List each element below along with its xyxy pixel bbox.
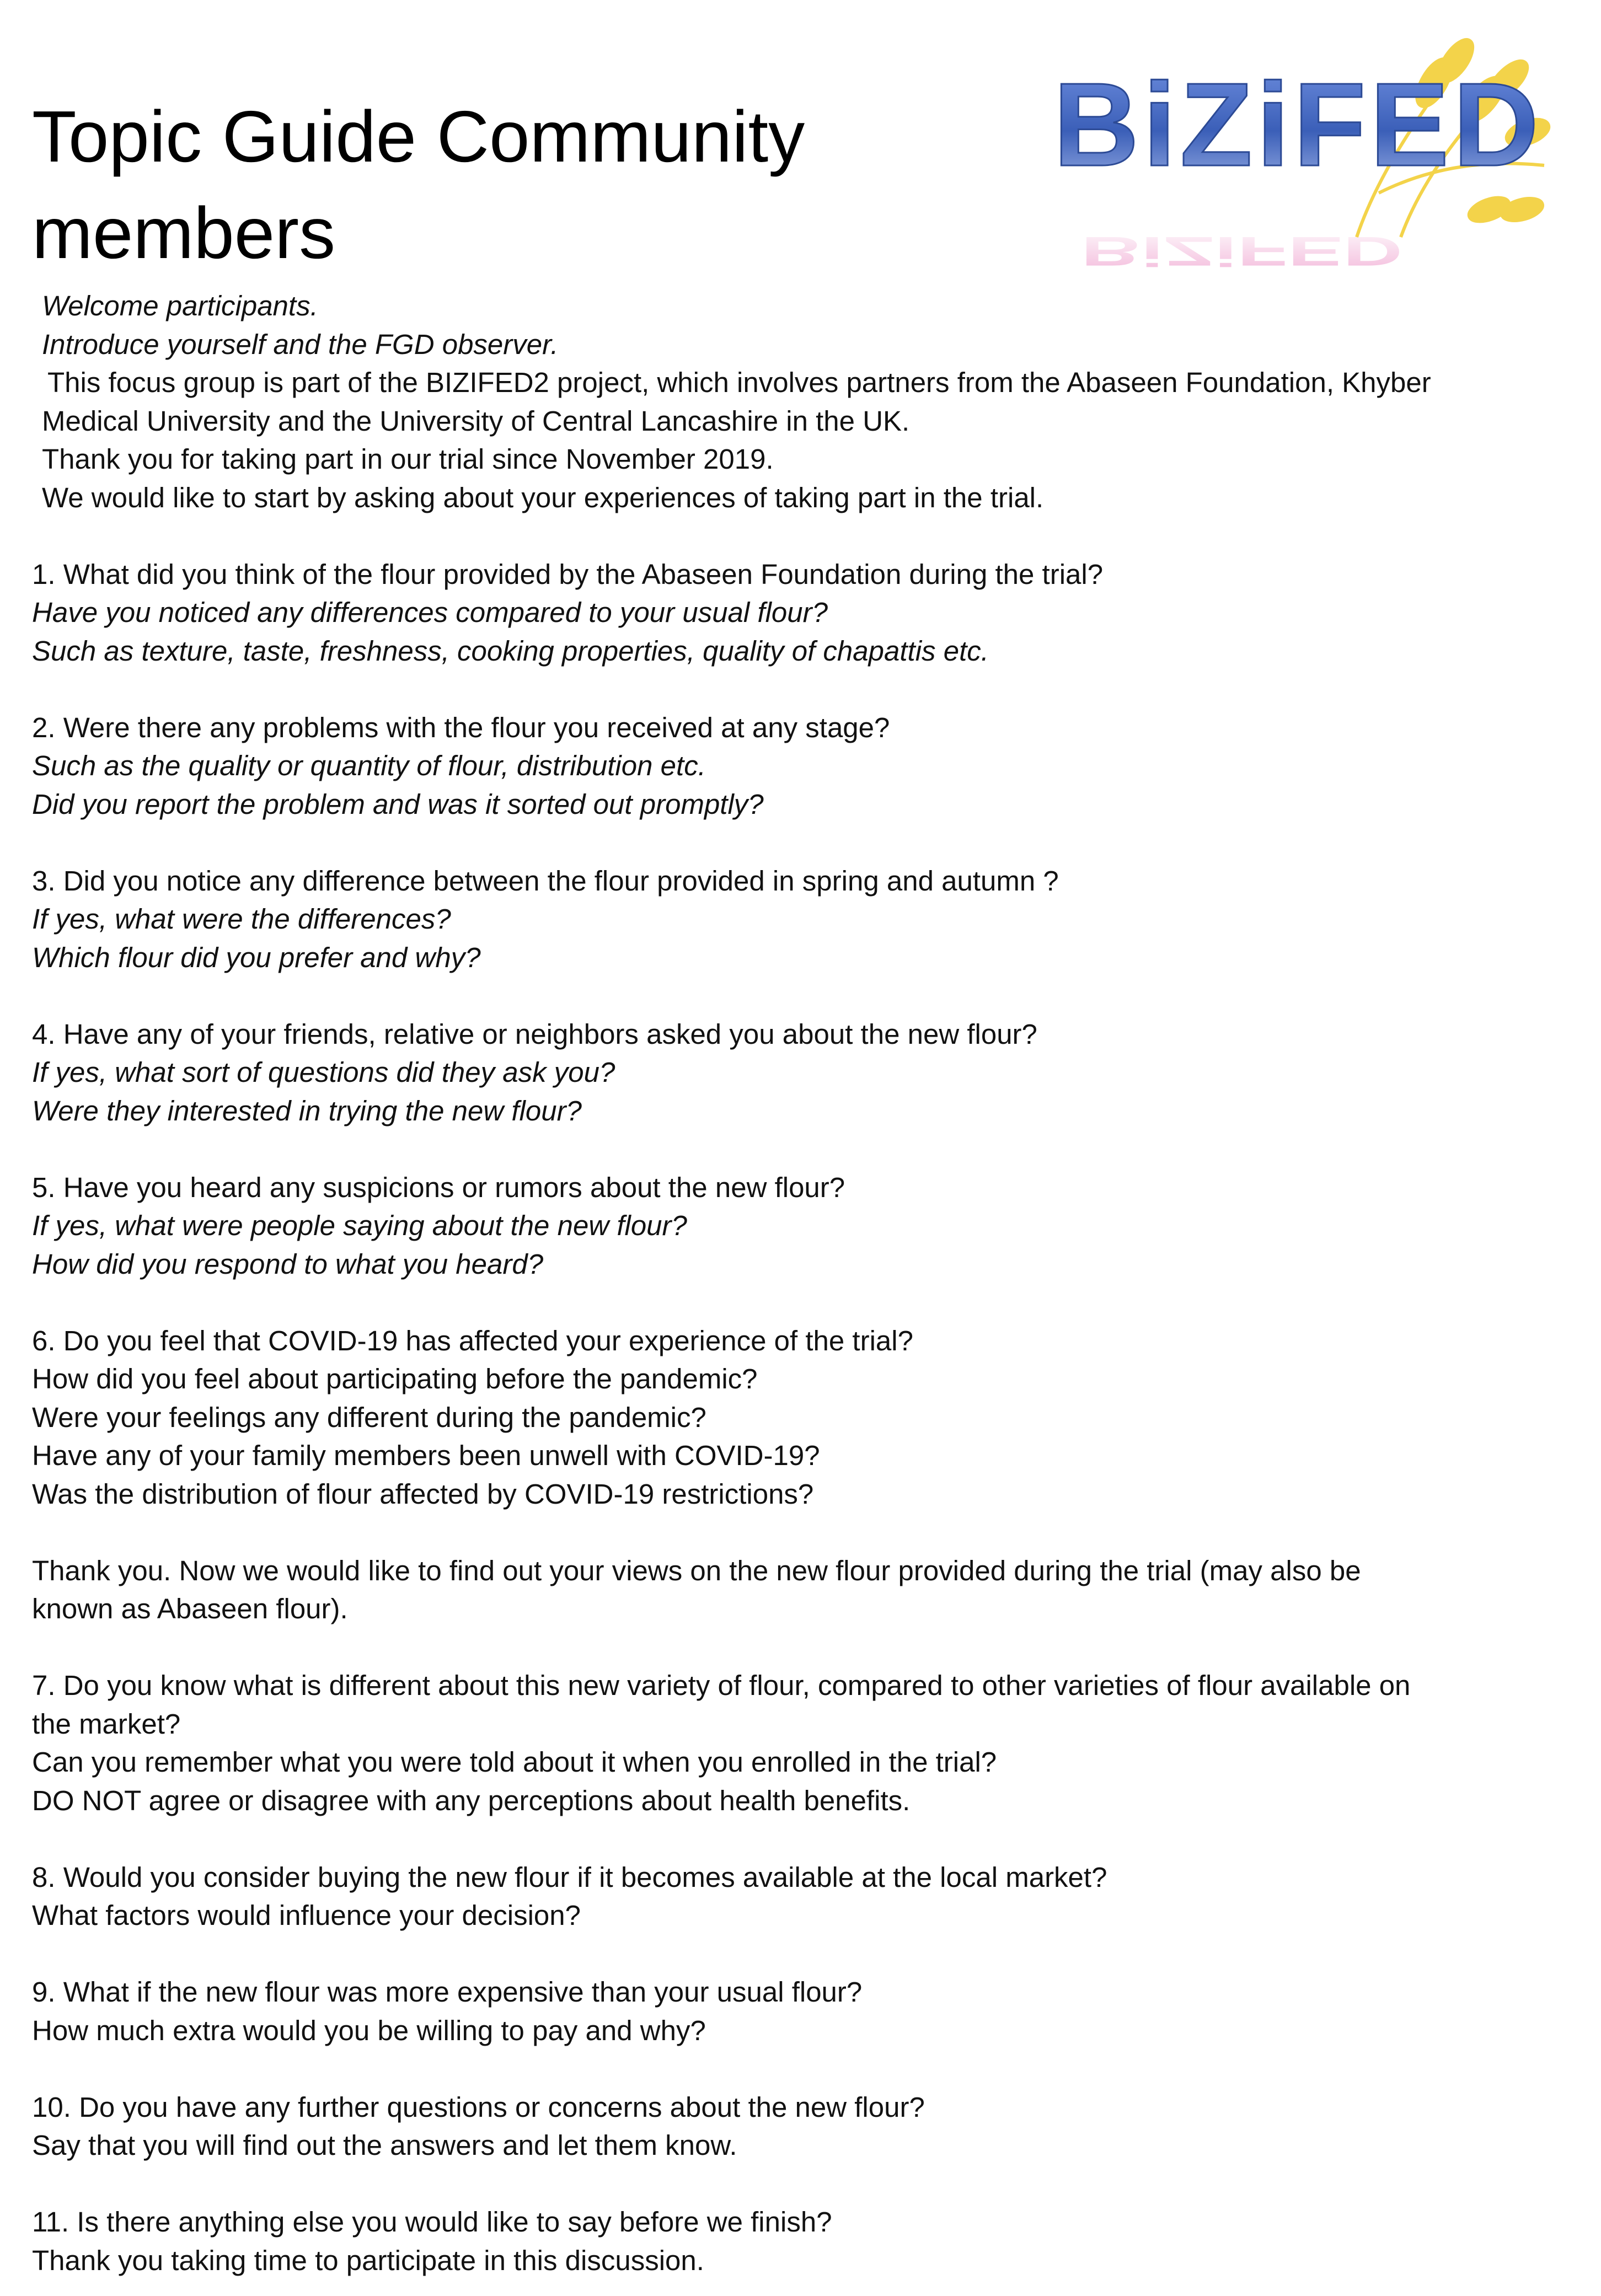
intro-project-1: This focus group is part of the BIZIFED2 project, which involves partners from the Abaseen Foundation, Khyber	[47, 367, 1431, 398]
question-11	[32, 2203, 1565, 2279]
intro-project-2: Medical University and the University of Central Lancashire in the UK.	[42, 405, 910, 437]
topic-guide-body	[32, 287, 1565, 2279]
question-1-probe-2: Such as texture, taste, freshness, cooking properties, quality of chapattis etc.	[32, 635, 989, 667]
title-line-1: Topic Guide Community	[32, 96, 805, 177]
question-5-probe-2: How did you respond to what you heard?	[32, 1248, 544, 1280]
question-8	[32, 1858, 1565, 1935]
question-10-main: 10. Do you have any further questions or concerns about the new flour?	[32, 2091, 925, 2123]
question-4-probe-1: If yes, what sort of questions did they ask you?	[32, 1056, 615, 1088]
question-11-probe-1: Thank you taking time to participate in this discussion.	[32, 2244, 704, 2276]
page-title	[32, 88, 970, 281]
question-1-main: 1. What did you think of the flour provided by the Abaseen Foundation during the trial?	[32, 558, 1104, 590]
question-7-probe-2: DO NOT agree or disagree with any perceptions about health benefits.	[32, 1784, 911, 1816]
question-9	[32, 1973, 1565, 2050]
question-3-probe-2: Which flour did you prefer and why?	[32, 941, 481, 973]
question-7-main-1: 7. Do you know what is different about this new variety of flour, compared to other varieties of flour available on	[32, 1670, 1411, 1701]
title-line-2: members	[32, 192, 336, 273]
logo-text: BiZiFED	[1053, 58, 1539, 191]
question-10	[32, 2088, 1565, 2165]
question-1	[32, 555, 1565, 670]
intro-section	[32, 287, 1565, 517]
question-2	[32, 709, 1565, 824]
question-2-probe-2: Did you report the problem and was it sorted out promptly?	[32, 788, 764, 820]
intro-start: We would like to start by asking about your experiences of taking part in the trial.	[42, 481, 1044, 513]
question-5-main: 5. Have you heard any suspicions or rumors about the new flour?	[32, 1171, 845, 1203]
question-8-probe-1: What factors would influence your decision?	[32, 1900, 581, 1931]
question-4-probe-2: Were they interested in trying the new flour?	[32, 1095, 582, 1126]
question-1-probe-1: Have you noticed any differences compared to your usual flour?	[32, 597, 828, 628]
transition-section	[32, 1552, 1565, 1628]
question-6	[32, 1322, 1565, 1514]
question-7	[32, 1666, 1565, 1820]
question-4	[32, 1015, 1565, 1130]
question-6-main: 6. Do you feel that COVID-19 has affected your experience of the trial?	[32, 1324, 913, 1356]
question-6-probe-1: How did you feel about participating before the pandemic?	[32, 1363, 758, 1394]
question-7-main-2: the market?	[32, 1708, 181, 1740]
intro-introduce: Introduce yourself and the FGD observer.	[42, 328, 559, 360]
question-3	[32, 862, 1565, 977]
bizifed-logo	[1048, 28, 1555, 275]
question-5	[32, 1168, 1565, 1284]
question-10-probe-1: Say that you will find out the answers and let them know.	[32, 2129, 737, 2161]
intro-welcome: Welcome participants.	[42, 290, 318, 321]
question-11-main: 11. Is there anything else you would like to say before we finish?	[32, 2206, 832, 2238]
question-8-main: 8. Would you consider buying the new flour if it becomes available at the local market?	[32, 1861, 1107, 1893]
question-9-probe-1: How much extra would you be willing to pay and why?	[32, 2014, 706, 2046]
transition-line-1: Thank you. Now we would like to find out your views on the new flour provided during the trial (may also be	[32, 1554, 1361, 1586]
question-4-main: 4. Have any of your friends, relative or neighbors asked you about the new flour?	[32, 1018, 1037, 1050]
question-9-main: 9. What if the new flour was more expensive than your usual flour?	[32, 1976, 863, 2008]
question-6-probe-3: Have any of your family members been unwell with COVID-19?	[32, 1440, 820, 1471]
question-5-probe-1: If yes, what were people saying about the new flour?	[32, 1210, 687, 1241]
svg-text:BiZiFED: BiZiFED	[1081, 228, 1403, 275]
question-6-probe-4: Was the distribution of flour affected by COVID-19 restrictions?	[32, 1478, 814, 1510]
transition-line-2: known as Abaseen flour).	[32, 1593, 348, 1624]
question-2-probe-1: Such as the quality or quantity of flour, distribution etc.	[32, 750, 706, 781]
question-3-main: 3. Did you notice any difference between the flour provided in spring and autumn ?	[32, 865, 1059, 897]
question-3-probe-1: If yes, what were the differences?	[32, 903, 451, 935]
question-7-probe-1: Can you remember what you were told about it when you enrolled in the trial?	[32, 1746, 997, 1778]
question-2-main: 2. Were there any problems with the flour you received at any stage?	[32, 711, 890, 743]
question-6-probe-2: Were your feelings any different during the pandemic?	[32, 1401, 706, 1433]
intro-thanks: Thank you for taking part in our trial since November 2019.	[42, 443, 774, 475]
